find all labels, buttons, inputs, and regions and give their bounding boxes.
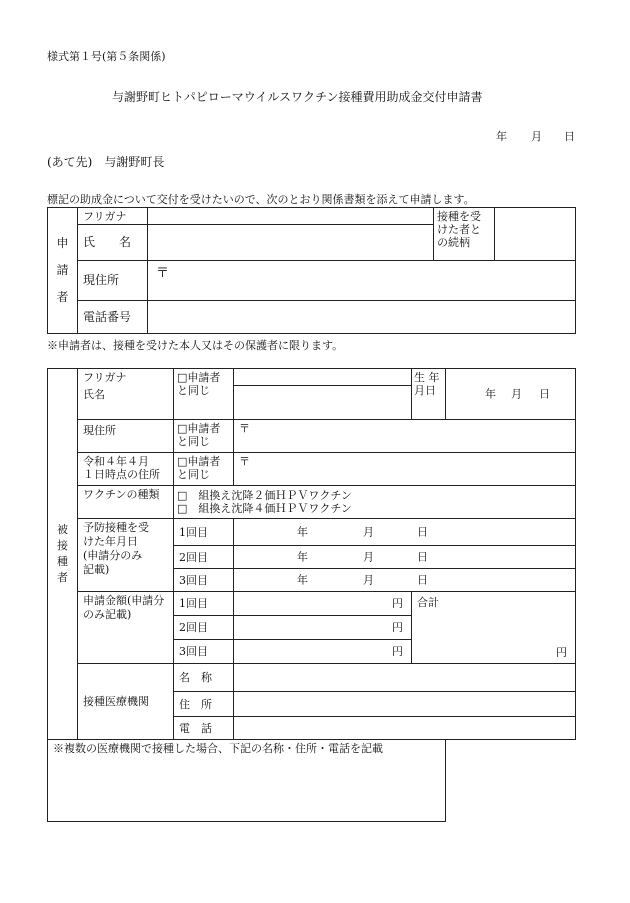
applicant-name-label: 氏 名 — [78, 225, 148, 261]
postal-mark: 〒 — [239, 422, 250, 435]
applicant-note: ※申請者は、接種を受けた本人又はその保護者に限ります。 — [47, 339, 344, 352]
recipient-same-address[interactable]: □申請者 と同じ — [174, 420, 234, 453]
date-day-label: 日 — [564, 130, 575, 143]
vaccine-option-quadrivalent[interactable]: □ 組換え沈降４価ＨＰＶワクチン — [177, 502, 352, 515]
vaccine-option-bivalent[interactable]: □ 組換え沈降２価ＨＰＶワクチン — [177, 489, 352, 502]
applicant-furigana-field[interactable] — [148, 208, 434, 225]
recipient-address-field[interactable] — [234, 420, 576, 453]
amount-1-field[interactable]: 円 — [234, 592, 412, 616]
amount-label: 申請金額(申請分 のみ記載) — [78, 592, 174, 664]
multi-institution-note[interactable]: ※複数の医療機関で接種した場合、下記の名称・住所・電話を記載 — [48, 740, 446, 822]
relation-field[interactable] — [495, 208, 576, 261]
recipient-furigana-label: フリガナ — [78, 369, 174, 386]
intro-text: 標記の助成金について交付を受けたいので、次のとおり関係書類を添えて申請します。 — [47, 193, 475, 206]
date-month-label: 月 — [531, 130, 542, 143]
dose-1-date-field[interactable]: 年 月 日 — [234, 519, 576, 546]
institution-address-field[interactable] — [234, 692, 576, 717]
institution-name-field[interactable] — [234, 664, 576, 692]
address-2022-field[interactable] — [234, 453, 576, 486]
birth-field[interactable]: 年 月 日 — [446, 369, 576, 420]
address-2022-label: 令和４年４月 １日時点の住所 — [78, 453, 174, 486]
vaccine-type-label: ワクチンの種類 — [78, 486, 174, 519]
amount-2-label: 2回目 — [174, 616, 234, 640]
applicant-name-field[interactable] — [148, 225, 434, 261]
recipient-table — [47, 368, 576, 822]
dose-2-date-field[interactable]: 年 月 日 — [234, 546, 576, 569]
recipient-name-label: 氏名 — [78, 386, 174, 420]
institution-label: 接種医療機関 — [78, 664, 174, 740]
recipient-furigana-field[interactable] — [234, 369, 412, 386]
recipient-section-label: 被 接 種 者 — [48, 369, 78, 740]
applicant-table — [47, 207, 576, 334]
amount-2-field[interactable]: 円 — [234, 616, 412, 640]
amount-1-label: 1回目 — [174, 592, 234, 616]
applicant-address-label: 現住所 — [78, 261, 148, 301]
postal-mark: 〒 — [156, 266, 170, 281]
birth-label: 生 年 月日 — [412, 369, 446, 420]
dose-3-label: 3回目 — [174, 569, 234, 592]
institution-name-label: 名 称 — [174, 664, 234, 692]
applicant-address-field[interactable] — [148, 261, 576, 301]
vaccination-date-label: 予防接種を受 けた年月日 (申請分のみ 記載) — [78, 519, 174, 592]
postal-mark: 〒 — [239, 455, 250, 468]
relation-label: 接種を受 けた者と の続柄 — [434, 208, 495, 261]
amount-3-field[interactable]: 円 — [234, 640, 412, 664]
applicant-section-label: 申 請 者 — [48, 208, 78, 334]
institution-address-label: 住 所 — [174, 692, 234, 717]
dose-2-label: 2回目 — [174, 546, 234, 569]
recipient-name-field[interactable] — [234, 386, 412, 420]
applicant-phone-field[interactable] — [148, 301, 576, 334]
applicant-furigana-label: フリガナ — [78, 208, 148, 225]
total-yen: 円 — [556, 646, 567, 659]
amount-total-field[interactable] — [412, 592, 576, 664]
recipient-same-address-2022[interactable]: □申請者 と同じ — [174, 453, 234, 486]
page-title: 与謝野町ヒトパピローマウイルスワクチン接種費用助成金交付申請書 — [112, 90, 483, 104]
form-number: 様式第１号(第５条関係) — [47, 50, 166, 63]
institution-phone-label: 電 話 — [174, 717, 234, 740]
applicant-phone-label: 電話番号 — [78, 301, 148, 334]
amount-3-label: 3回目 — [174, 640, 234, 664]
date-year-label: 年 — [496, 130, 507, 143]
dose-1-label: 1回目 — [174, 519, 234, 546]
recipient-address-label: 現住所 — [78, 420, 174, 453]
recipient-same-name[interactable]: □申請者 と同じ — [174, 369, 234, 420]
total-label: 合計 — [417, 596, 439, 609]
addressee: (あて先) 与謝野町長 — [47, 155, 165, 169]
dose-3-date-field[interactable]: 年 月 日 — [234, 569, 576, 592]
vaccine-type-options[interactable] — [174, 486, 576, 519]
institution-phone-field[interactable] — [234, 717, 576, 740]
